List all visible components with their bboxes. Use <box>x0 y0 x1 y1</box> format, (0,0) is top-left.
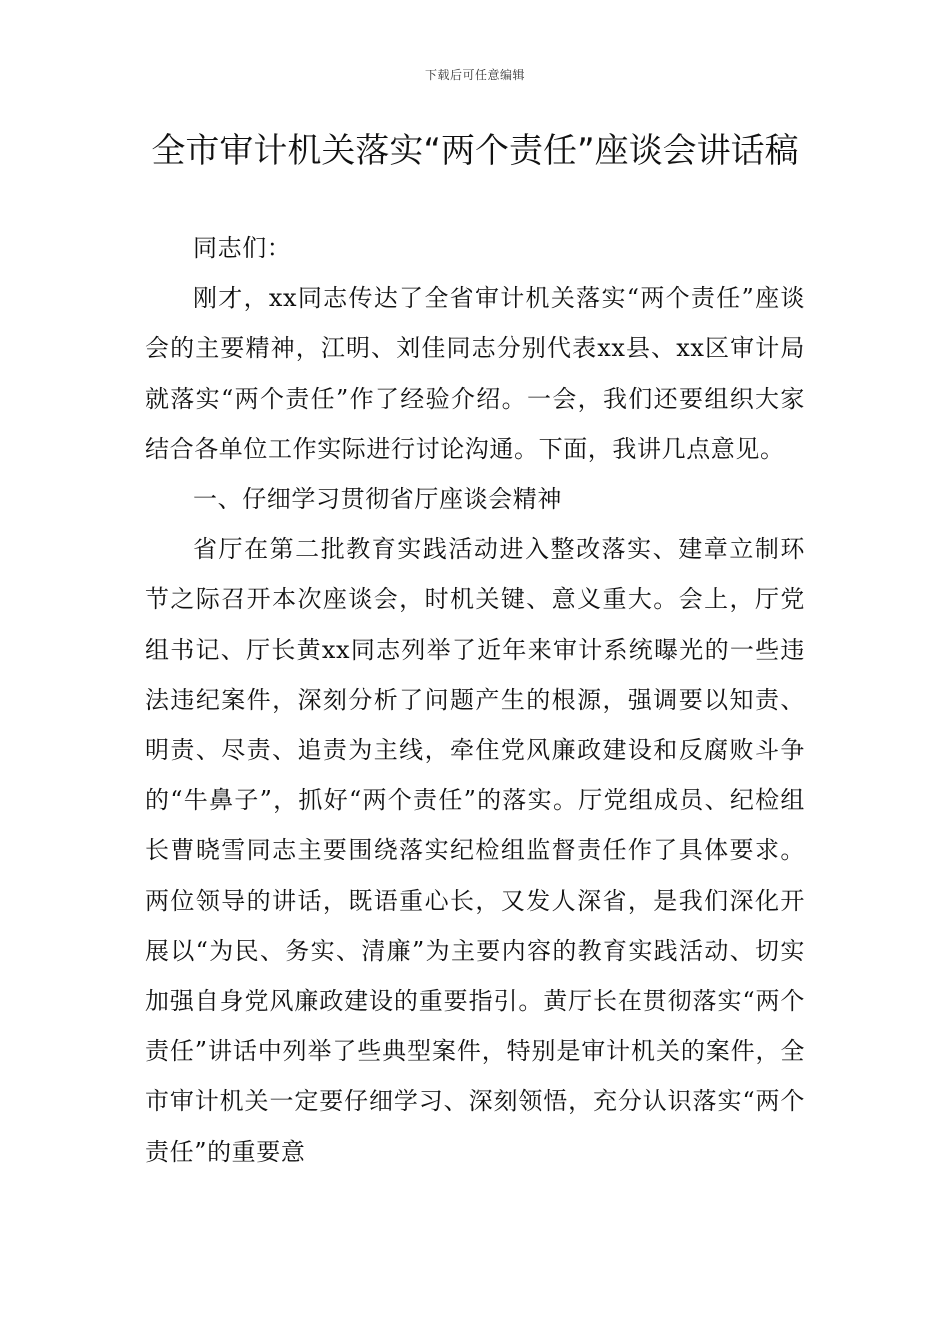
document-body <box>145 223 805 1177</box>
paragraph: 刚才，xx同志传达了全省审计机关落实“两个责任”座谈会的主要精神，江明、刘佳同志分别代表xx县、xx区审计局就落实“两个责任”作了经验介绍。一会，我们还要组织大家结合各单位工作实际进行讨论沟通。下面，我讲几点意见。 <box>145 284 805 463</box>
salutation: 同志们： <box>193 234 292 262</box>
section-heading: 一、仔细学习贯彻省厅座谈会精神 <box>193 485 562 514</box>
document-title: 全市审计机关落实“两个责任”座谈会讲话稿 <box>151 131 799 171</box>
header-note: 下载后可任意编辑 <box>424 68 525 82</box>
paragraph: 省厅在第二批教育实践活动进入整改落实、建章立制环节之际召开本次座谈会，时机关键、意义重大。会上，厅党组书记、厅长黄xx同志列举了近年来审计系统曝光的一些违法违纪案件，深刻分析了问题产生的根源，强调要以知责、明责、尽责、追责为主线，牵住党风廉政建设和反腐败斗争的“牛鼻子”，抓好“两个责任”的落实。厅党组成员、纪检组长曹晓雪同志主要围绕落实纪检组监督责任作了具体要求。两位领导的讲话，既语重心长，又发人深省，是我们深化开展以“为民、务实、清廉”为主要内容的教育实践活动、切实加强自身党风廉政建设的重要指引。黄厅长在贯彻落实“两个责任”讲话中列举了些典型案件，特别是审计机关的案件，全市审计机关一定要仔细学习、深刻领悟，充分认识落实“两个责任”的重要意 <box>145 535 805 1166</box>
